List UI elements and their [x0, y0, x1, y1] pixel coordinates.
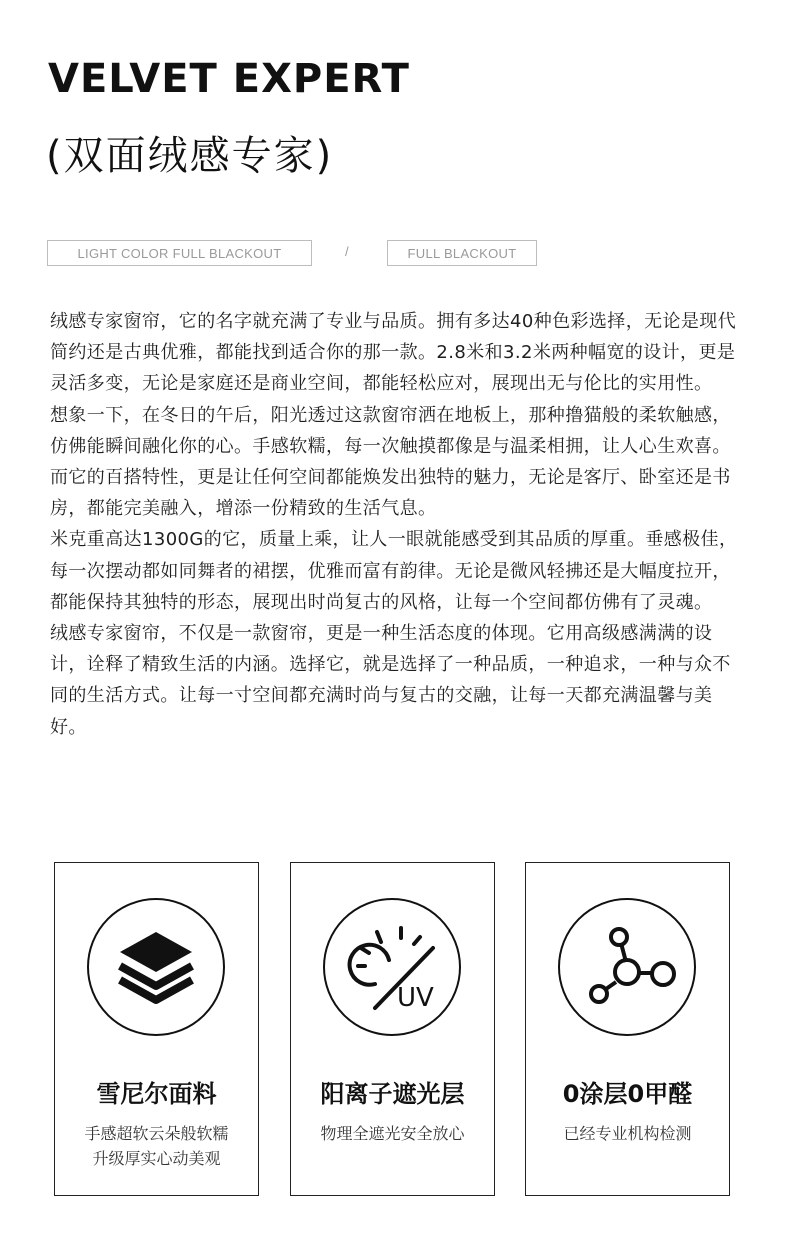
- feature-desc: [291, 1121, 494, 1146]
- tag-full-blackout: FULL BLACKOUT: [387, 240, 537, 266]
- layers-icon: [87, 898, 225, 1036]
- feature-desc-line: 已经专业机构检测: [563, 1124, 692, 1143]
- feature-card-chenille: [54, 862, 259, 1196]
- feature-card-blackout-layer: [290, 862, 495, 1196]
- feature-title: 阳离子遮光层: [320, 1080, 465, 1108]
- paragraph-4: 绒感专家窗帘，不仅是一款窗帘，更是一种生活态度的体现。它用高级感满满的设计，诠释了精致生活的内涵。选择它，就是选择了一种品质，一种追求，一种与众不同的生活方式。让每一寸空间都充满时尚与复古的交融，让每一天都充满温馨与美好。: [50, 623, 731, 738]
- feature-desc: [55, 1121, 258, 1171]
- description: [50, 306, 740, 743]
- feature-title: 雪尼尔面料: [96, 1080, 217, 1108]
- tag-separator: /: [345, 244, 349, 259]
- feature-desc-line: 物理全遮光安全放心: [320, 1124, 465, 1143]
- tag-light-color-full-blackout: LIGHT COLOR FULL BLACKOUT: [47, 240, 312, 266]
- feature-card-zero-formaldehyde: [525, 862, 730, 1196]
- molecule-icon: [558, 898, 696, 1036]
- feature-desc: [526, 1121, 729, 1146]
- paragraph-2: 想象一下，在冬日的午后，阳光透过这款窗帘洒在地板上，那种撸猫般的柔软触感，仿佛能瞬间融化你的心。手感软糯，每一次触摸都像是与温柔相拥，让人心生欢喜。而它的百搭特性，更是让任何空间都能焕发出独特的魅力，无论是客厅、卧室还是书房，都能完美融入，增添一份精致的生活气息。: [50, 404, 731, 520]
- sun-uv-icon: [323, 898, 461, 1036]
- feature-title: 0涂层0甲醛: [562, 1080, 693, 1108]
- page-title-cn: (双面绒感专家): [46, 133, 334, 179]
- paragraph-3: 米克重高达1300G的它，质量上乘，让人一眼就能感受到其品质的厚重。垂感极佳，每一次摆动都如同舞者的裙摆，优雅而富有韵律。无论是微风轻拂还是大幅度拉开，都能保持其独特的形态，展现出时尚复古的风格，让每一个空间都仿佛有了灵魂。: [50, 529, 738, 613]
- feature-desc-line: 手感超软云朵般软糯: [84, 1124, 229, 1143]
- page-title-en: VELVET EXPERT: [48, 56, 410, 102]
- feature-desc-line: 升级厚实心动美观: [92, 1149, 221, 1168]
- paragraph-1: 绒感专家窗帘，它的名字就充满了专业与品质。拥有多达40种色彩选择，无论是现代简约还是古典优雅，都能找到适合你的那一款。2.8米和3.2米两种幅宽的设计，更是灵活多变，无论是家庭还是商业空间，都能轻松应对，展现出无与伦比的实用性。: [50, 311, 737, 395]
- uv-label: UV: [397, 983, 434, 1013]
